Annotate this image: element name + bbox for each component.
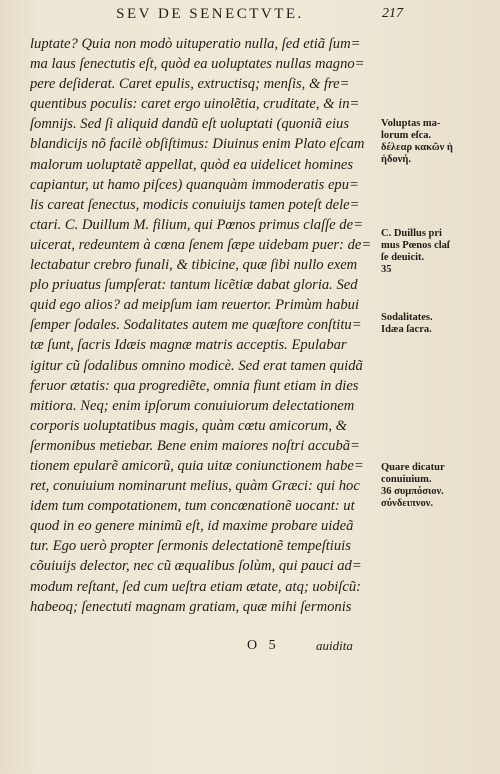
- text-line: habeoq; ſenectuti magnam gratiam, quæ mihi ſermonis: [30, 598, 352, 615]
- text-line: lis careat ſenectus, modicis conuiuijs tamen poteſt dele=: [30, 196, 360, 213]
- text-line: quid ego alios? ad meipſum iam reuertor. Primùm habui: [30, 297, 360, 314]
- text-line: luptate? Quia non modò uituperatio nulla, ſed etiã ſum=: [30, 36, 361, 52]
- text-line: tur. Ego uerò propter ſermonis delectationẽ tempeſtiuis: [30, 538, 351, 555]
- text-line: mitiora. Neq; enim ipſorum conuiuiorum delectationem: [30, 397, 355, 414]
- text-line: tionem epularẽ amicorũ, quia uitæ coniunctionem habe=: [30, 457, 364, 474]
- text-line: malorum uoluptatẽ appellat, quòd ea uidelicet homines: [30, 156, 354, 173]
- margin-note-conuiuium: Quare dicatur conuiuium. 36 συμπόσιον. σύνδειπνον.: [381, 462, 445, 509]
- margin-note-duillus: C. Duillus pri mus Pœnos claſ ſe deuicit. 35: [381, 228, 450, 275]
- page-number: 217: [382, 6, 403, 21]
- text-line: plo priuatus ſumpſerat: tantum licẽtiæ dabat gloria. Sed: [30, 277, 358, 294]
- margin-note-voluptas: Voluptas ma- lorum eſca. δέλεαρ κακῶν ἡ ἡδονή.: [381, 118, 453, 165]
- text-line: lectabatur crebro funali, & tibicine, quæ ſibi nullo exem: [30, 257, 358, 274]
- text-line: pere deſiderat. Caret epulis, extructisq; menſis, & fre=: [30, 76, 350, 93]
- signature-mark: O 5: [247, 638, 280, 653]
- text-line: igitur cũ ſodalibus omnino modicè. Sed erat tamen quidã: [30, 357, 363, 374]
- text-line: quod in eo genere minimũ eſt, id maxime probare uideã: [30, 518, 354, 535]
- text-line: ma laus ſenectutis eſt, quòd ea uoluptates nullas magno=: [30, 56, 365, 73]
- running-head: SEV DE SENECTVTE.: [116, 6, 304, 22]
- text-line: capiantur, ut hamo piſces) quanquàm immoderatis epu=: [30, 176, 359, 193]
- text-line: idem tum compotationem, tum concœnationẽ uocant: ut: [30, 498, 355, 515]
- text-line: cõuiuijs delector, nec cũ æqualibus ſolùm, qui pauci ad=: [30, 558, 362, 575]
- text-line: ſermonibus metiebar. Bene enim maiores noſtri accubã=: [30, 437, 360, 454]
- body-text: [30, 34, 378, 617]
- text-line: ſomnijs. Sed ſi aliquid dandũ eſt uoluptati (quoniã eius: [30, 116, 350, 133]
- text-line: quentibus poculis: caret ergo uinolẽtia, cruditate, & in=: [30, 96, 360, 113]
- text-line: blandicijs nõ facilè obſiſtimus: Diuinus enim Plato eſcam: [30, 136, 365, 153]
- text-line: ctari. C. Duillum M. filium, qui Pœnos primus claſſe de=: [30, 216, 363, 233]
- text-line: feruor ætatis: qua progrediẽte, omnia fiunt etiam in dies: [30, 377, 359, 394]
- text-line: tæ ſunt, ſacris Idæis magnæ matris acceptis. Epulabar: [30, 337, 347, 354]
- margin-note-sodalitates: Sodalitates. Idæa ſacra.: [381, 312, 433, 335]
- text-line: modum reſtant, ſed cum ueſtra etiam ætate, atq; uobiſcũ:: [30, 578, 362, 595]
- catchword: auidita: [316, 638, 353, 653]
- text-line: ret, conuiuium nominarunt melius, quàm Græci: qui hoc: [30, 478, 360, 495]
- text-line: uicerat, redeuntem à cœna ſenem ſæpe uidebam puer: de=: [30, 236, 372, 253]
- text-line: ſemper ſodales. Sodalitates autem me quæſtore conſtitu=: [30, 317, 362, 334]
- text-line: corporis uoluptatibus magis, quàm cœtu amicorum, &: [30, 417, 348, 434]
